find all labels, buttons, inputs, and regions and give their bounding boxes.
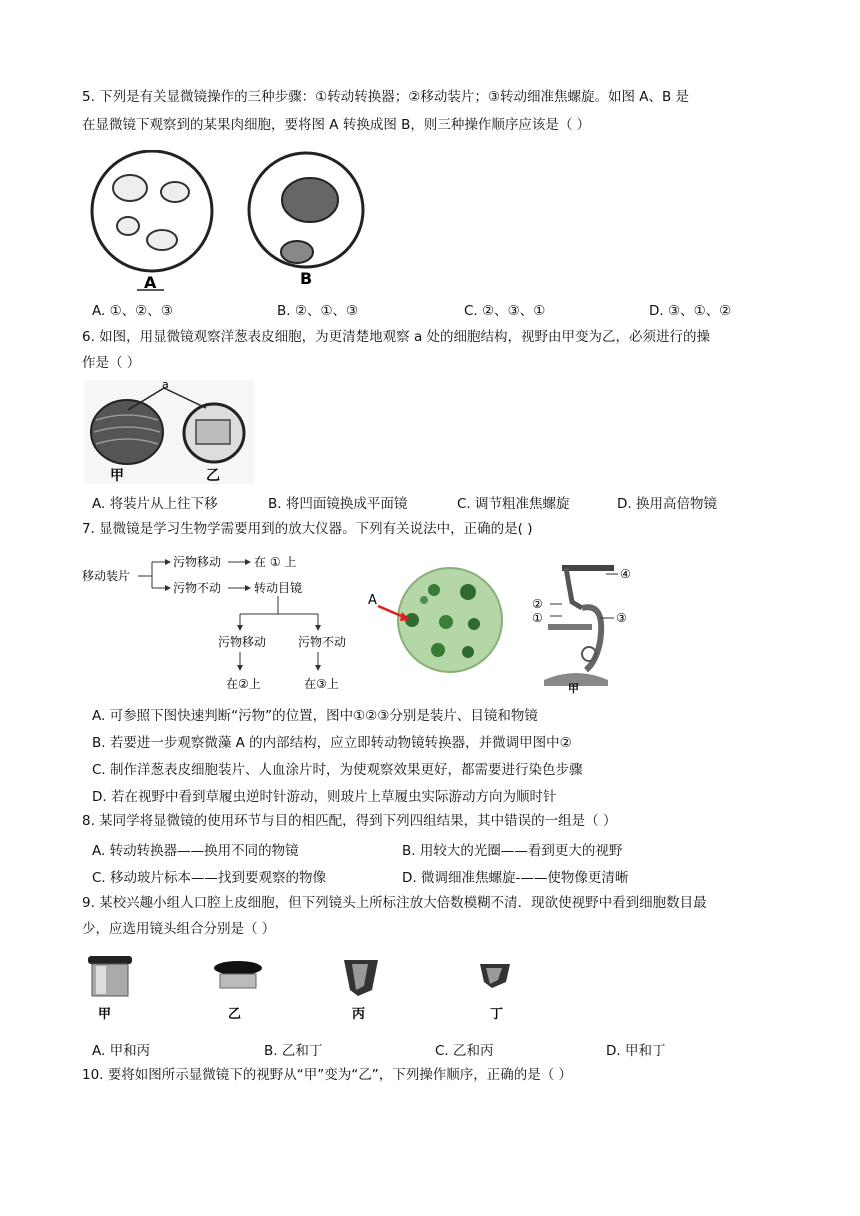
fig-yi-label: 乙 <box>206 468 220 484</box>
q6-line1: 6. 如图，用显微镜观察洋葱表皮细胞，为更清楚地观察 a 处的细胞结构，视野由甲变为乙，必须进行的操 <box>82 329 711 345</box>
q9-option-c[interactable]: C. 乙和丙 <box>435 1043 494 1059</box>
q7-option-a[interactable]: A. 可参照下图快速判断“污物”的位置，图中①②③分别是装片、目镜和物镜 <box>92 708 538 724</box>
fig-a-mark: a <box>162 380 169 391</box>
flow-on3: 在③上 <box>304 677 339 691</box>
q6-figure <box>84 380 254 484</box>
algae-a-label: A <box>368 593 377 608</box>
flow-move: 移动装片 <box>82 569 131 583</box>
q7-algae-field <box>364 540 504 696</box>
stage-icon <box>548 624 592 630</box>
q8-line1: 8. 某同学将显微镜的使用环节与目的相匹配，得到下列四组结果，其中错误的一组是（ ） <box>82 813 617 829</box>
q9-option-d[interactable]: D. 甲和丁 <box>606 1043 666 1059</box>
scope-label-1: ① <box>532 611 543 625</box>
lens-yi-icon <box>214 961 262 975</box>
scope-label-3: ③ <box>616 611 627 625</box>
q9-option-b[interactable]: B. 乙和丁 <box>264 1043 323 1059</box>
field-a-circle <box>92 151 212 271</box>
flow-still: 污物不动 <box>173 581 222 595</box>
lens-jia-icon <box>88 956 132 964</box>
scope-caption: 甲 <box>568 682 579 694</box>
q10-line1: 10. 要将如图所示显微镜下的视野从“甲”变为“乙”，下列操作顺序，正确的是（ ） <box>82 1067 573 1083</box>
q7-microscope-figure <box>526 562 646 694</box>
q8-option-a[interactable]: A. 转动转换器——换用不同的物镜 <box>92 843 299 859</box>
cell-b2 <box>281 241 313 263</box>
flow-on1: 在 ① 上 <box>254 555 297 569</box>
scope-label-2: ② <box>532 597 543 611</box>
q5-option-a[interactable]: A. ①、②、③ <box>92 303 173 319</box>
q6-option-c[interactable]: C. 调节粗准焦螺旋 <box>457 496 570 512</box>
q5-option-c[interactable]: C. ②、③、① <box>464 303 546 319</box>
q7-option-d[interactable]: D. 若在视野中看到草履虫逆时针游动，则玻片上草履虫实际游动方向为顺时针 <box>92 789 557 805</box>
lens-label-jia: 甲 <box>98 1007 112 1022</box>
q7-option-b[interactable]: B. 若要进一步观察微藻 A 的内部结构，应立即转动物镜转换器，并微调甲图中② <box>92 735 572 751</box>
q6-option-b[interactable]: B. 将凹面镜换成平面镜 <box>268 496 408 512</box>
cell-a1 <box>113 175 147 201</box>
q6-option-a[interactable]: A. 将装片从上往下移 <box>92 496 218 512</box>
q5-option-b[interactable]: B. ②、①、③ <box>277 303 359 319</box>
q6-option-d[interactable]: D. 换用高倍物镜 <box>617 496 717 512</box>
q9-line2: 少，应选用镜头组合分别是（ ） <box>82 921 276 937</box>
flow-on2: 在②上 <box>226 677 261 691</box>
flow-turn: 转动目镜 <box>254 581 303 595</box>
q7-flowchart <box>80 548 380 696</box>
cell-a2 <box>161 182 189 202</box>
flow-moves2: 污物移动 <box>218 635 267 649</box>
q8-option-b[interactable]: B. 用较大的光圈——看到更大的视野 <box>402 843 623 859</box>
q9-option-a[interactable]: A. 甲和丙 <box>92 1043 151 1059</box>
q9-line1: 9. 某校兴趣小组人口腔上皮细胞，但下列镜头上所标注放大倍数模糊不清．现欲使视野中看到细胞数目最 <box>82 895 707 911</box>
flow-moves: 污物移动 <box>173 555 222 569</box>
lens-label-yi: 乙 <box>228 1007 242 1022</box>
cell-a3 <box>117 217 139 235</box>
q8-option-d[interactable]: D. 微调细准焦螺旋-——使物像更清晰 <box>402 870 629 886</box>
q9-lenses <box>82 950 542 1026</box>
lens-label-ding: 丁 <box>490 1007 504 1022</box>
q8-option-c[interactable]: C. 移动玻片标本——找到要观察的物像 <box>92 870 327 886</box>
fig-jia-label: 甲 <box>110 468 124 484</box>
cell-b1 <box>282 178 338 222</box>
scope-label-4: ④ <box>620 567 631 581</box>
fig-b-label: B <box>300 269 313 288</box>
lens-label-bing: 丙 <box>352 1007 366 1022</box>
q7-line1: 7. 显微镜是学习生物学需要用到的放大仪器。下列有关说法中，正确的是( ) <box>82 521 533 537</box>
flow-still2: 污物不动 <box>298 635 347 649</box>
cell-a4 <box>147 230 177 250</box>
fig-a-label: A <box>144 273 157 292</box>
q5-line2: 在显微镜下观察到的某果肉细胞，要将图 A 转换成图 B，则三种操作顺序应该是（ ） <box>82 117 591 133</box>
q5-line1: 5. 下列是有关显微镜操作的三种步骤：①转动转换器；②移动装片；③转动细准焦螺旋。如图 A、B 是 <box>82 89 690 105</box>
q5-figure <box>82 150 382 292</box>
field-jia <box>91 400 163 464</box>
q6-line2: 作是（ ） <box>82 355 141 371</box>
q5-option-d[interactable]: D. ③、①、② <box>649 303 732 319</box>
q7-option-c[interactable]: C. 制作洋葱表皮细胞装片、人血涂片时，为使观察效果更好，都需要进行染色步骤 <box>92 762 583 778</box>
